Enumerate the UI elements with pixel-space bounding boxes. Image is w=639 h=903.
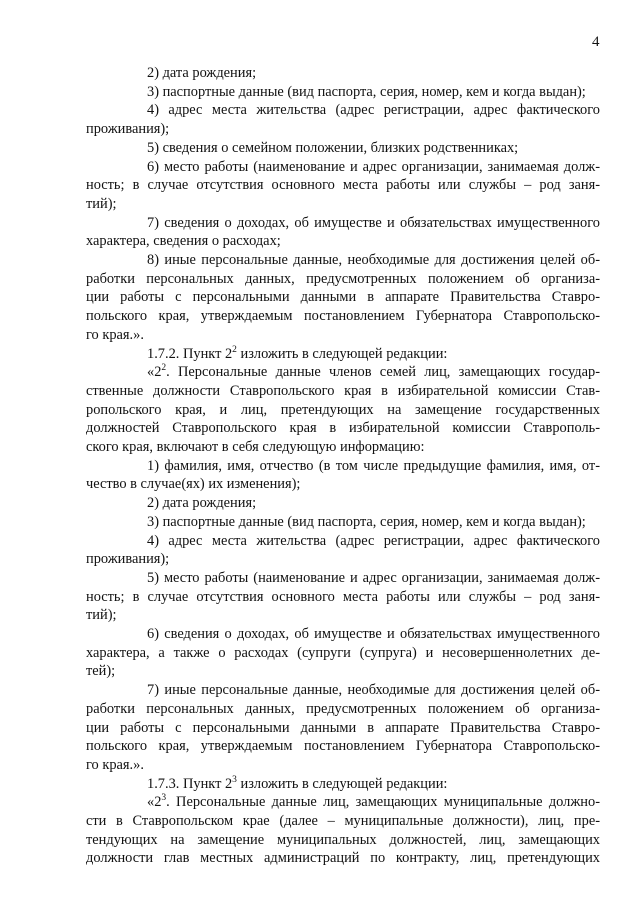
superscript-number: 2 <box>161 363 167 374</box>
text-line: ции работы с персональными данными в аппарате Правительства Ставро- <box>86 719 600 736</box>
text-line: 6) место работы (наименование и адрес организации, занимаемая долж- <box>147 158 600 175</box>
text-line: тий); <box>86 195 117 212</box>
text-line: 7) сведения о доходах, об имуществе и обязательствах имущественного <box>147 214 600 231</box>
text-segment: 1.7.2. Пункт 2 <box>147 345 233 362</box>
text-line: го края.». <box>86 326 144 343</box>
text-line: проживания); <box>86 121 170 138</box>
text-line: 6) сведения о доходах, об имуществе и обязательствах имущественного <box>147 626 600 642</box>
text-line: го края.». <box>86 756 144 773</box>
text-line: 3) паспортные данные (вид паспорта, серия, номер, кем и когда выдан); <box>147 513 586 530</box>
text-line: тий); <box>86 607 117 624</box>
text-line: ропольского края, и лиц, претендующих на замещение государственных <box>86 401 600 418</box>
text-line: 4) адрес места жительства (адрес регистрации, адрес фактического <box>147 532 600 549</box>
text-line: сти в Ставропольском крае (далее – муниципальные должности), лиц, пре- <box>86 813 600 829</box>
text-line: польского края, утверждаемым постановлением Губернатора Ставропольско- <box>86 308 600 325</box>
text-line: характера, сведения о расходах; <box>86 233 281 250</box>
text-line: должностей Ставропольского края в избирательной комиссии Ставрополь- <box>86 420 600 437</box>
text-line: чество в случае(ях) их изменения); <box>86 476 301 493</box>
text-line: работки персональных данных, предусмотренных положением об организа- <box>86 270 600 287</box>
text-line: 8) иные персональные данные, необходимые для достижения целей об- <box>147 252 600 268</box>
text-line <box>86 775 600 794</box>
text-line: ского края, включают в себя следующую информацию: <box>86 439 425 455</box>
superscript-number: 3 <box>232 774 237 785</box>
text-line <box>86 793 600 812</box>
text-line: польского края, утверждаемым постановлением Губернатора Ставропольско- <box>86 738 600 755</box>
text-line: 5) сведения о семейном положении, близких родственниках; <box>147 139 519 156</box>
text-segment: 1.7.3. Пункт 2 <box>147 775 233 792</box>
superscript-number: 2 <box>232 344 237 355</box>
text-line: 5) место работы (наименование и адрес организации, занимаемая долж- <box>147 569 600 586</box>
text-line: ции работы с персональными данными в аппарате Правительства Ставро- <box>86 289 600 306</box>
text-line: ность; в случае отсутствия основного места работы или службы – род заня- <box>86 588 600 605</box>
text-line: ственные должности Ставропольского края в избирательной комиссии Став- <box>86 382 600 399</box>
text-line: тей); <box>86 663 116 680</box>
text-segment: изложить в следующей редакции: <box>236 345 448 362</box>
page-number: 4 <box>592 34 600 50</box>
text-segment: . Персональные данные членов семей лиц, замещающих государ- <box>166 364 600 381</box>
text-line: ность; в случае отсутствия основного места работы или службы – род заня- <box>86 177 600 194</box>
text-line: 2) дата рождения; <box>147 495 257 512</box>
text-line: 4) адрес места жительства (адрес регистрации, адрес фактического <box>147 102 600 119</box>
text-line: проживания); <box>86 551 170 568</box>
text-line: должности глав местных администраций по контракту, лиц, претендующих <box>86 850 600 867</box>
text-line: характера, а также о расходах (супруги (супруга) и несовершеннолетних де- <box>86 644 600 661</box>
text-line <box>86 363 600 382</box>
text-line: 1) фамилия, имя, отчество (в том числе предыдущие фамилия, имя, от- <box>147 457 600 474</box>
text-line: 3) паспортные данные (вид паспорта, серия, номер, кем и когда выдан); <box>147 83 586 100</box>
text-segment: «2 <box>147 794 162 811</box>
text-line <box>86 345 600 364</box>
text-segment: изложить в следующей редакции: <box>236 775 448 792</box>
text-line: тендующих на замещение муниципальных должностей, лиц, замещающих <box>86 831 600 848</box>
text-line: работки персональных данных, предусмотренных положением об организа- <box>86 700 600 717</box>
text-segment: . Персональные данные лиц, замещающих муниципальные должно- <box>166 794 600 811</box>
text-line: 2) дата рождения; <box>147 65 257 81</box>
text-segment: «2 <box>147 364 162 381</box>
superscript-number: 3 <box>161 793 167 804</box>
text-line: 7) иные персональные данные, необходимые для достижения целей об- <box>147 682 600 699</box>
